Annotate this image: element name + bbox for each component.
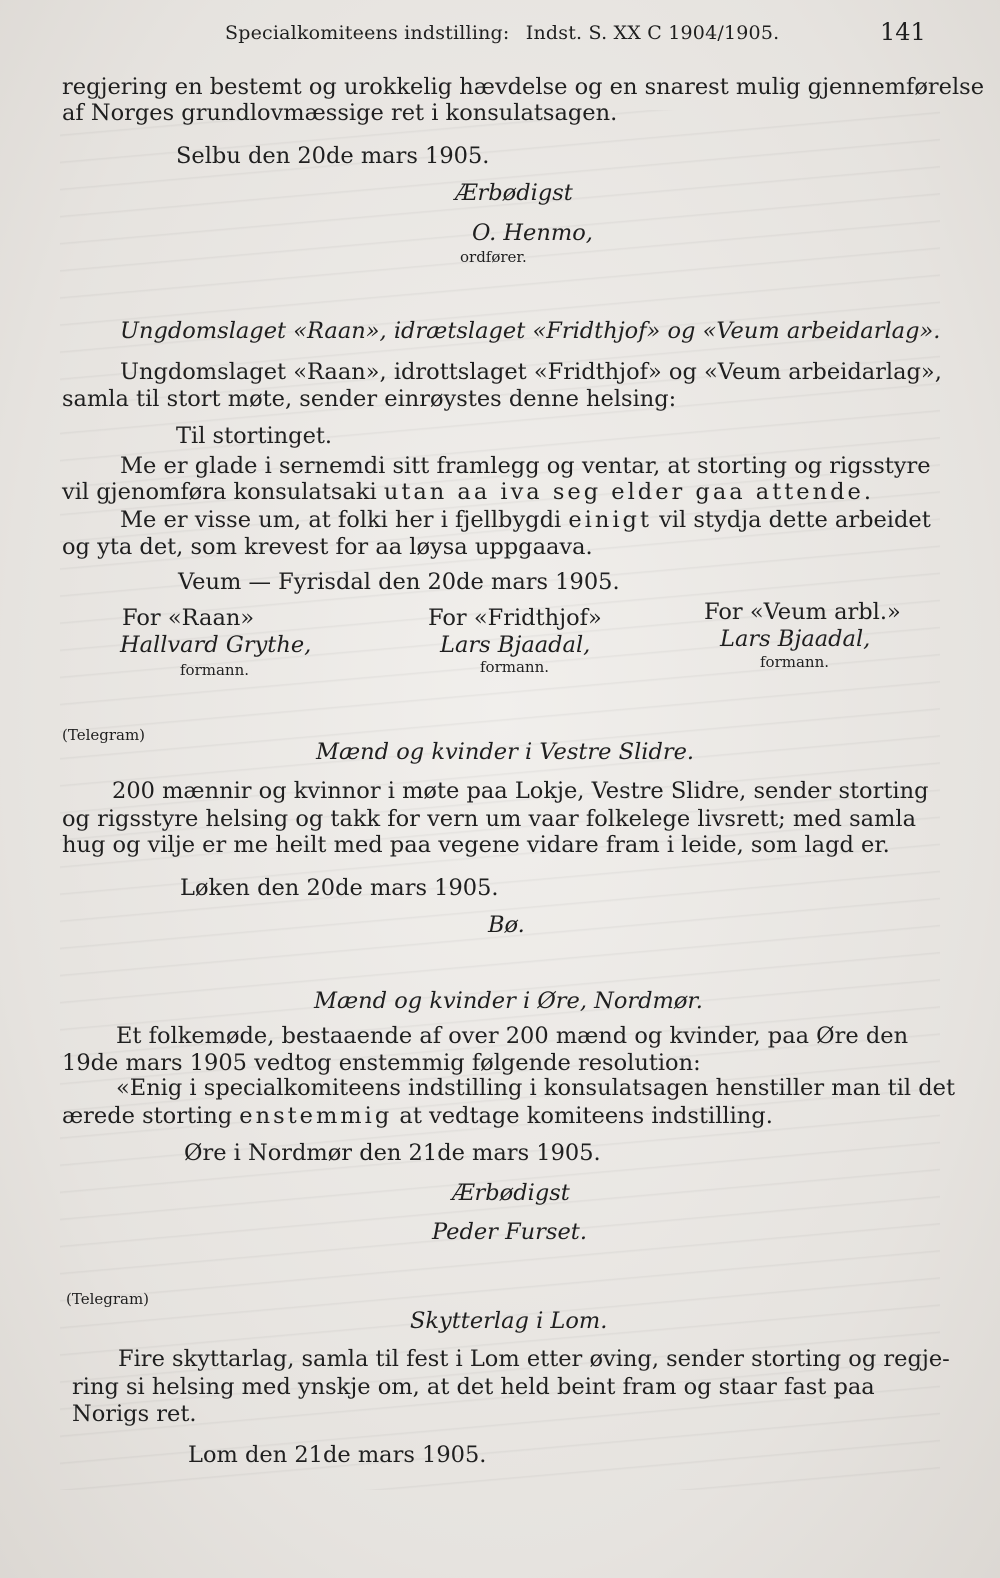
telegram-note: (Telegram) [66,1290,150,1308]
text-line: hug og vilje er me heilt med paa vegene vidare fram i leide, som lagd er. [62,832,890,858]
place-date: Lom den 21de mars 1905. [188,1442,487,1468]
signature-for: For «Veum arbl.» [704,599,901,625]
emphasis-spaced: enstemmig [239,1103,393,1129]
section-heading: Skytterlag i Lom. [410,1308,608,1334]
running-header [225,22,779,44]
closing: Ærbødigst [455,180,573,206]
text-line: af Norges grundlovmæssige ret i konsulatsagen. [62,100,618,126]
place-date: Øre i Nordmør den 21de mars 1905. [184,1140,601,1166]
signer-name: Bø. [488,912,525,938]
signature-name: Lars Bjaadal, [720,626,871,652]
text-line: ring si helsing med ynskje om, at det held beint fram og staar fast paa [72,1374,875,1400]
signer-name: O. Henmo, [472,220,593,246]
signer-name: Peder Furset. [432,1219,587,1245]
text-line: 19de mars 1905 vedtog enstemmig følgende resolution: [62,1050,701,1076]
text-line: og yta det, som krevest for aa løysa uppgaava. [62,534,593,560]
signature-for: For «Raan» [122,605,255,631]
page-number: 141 [880,18,926,46]
text-span: at vedtage komiteens indstilling. [392,1103,773,1129]
emphasis-spaced: utan aa iva seg elder gaa attende. [383,479,874,505]
telegram-note: (Telegram) [62,726,146,744]
text-line: og rigsstyre helsing og takk for vern um vaar folkelege livsrett; med samla [62,806,916,832]
text-span: Me er visse um, at folki her i fjellbygdi [120,507,569,533]
text-line: Ungdomslaget «Raan», idrottslaget «Fridthjof» og «Veum arbeidarlag», [120,359,942,385]
text-line: regjering en bestemt og urokkelig hævdelse og en snarest mulig gjennemførelse [62,74,985,100]
signature-for: For «Fridthjof» [428,605,602,631]
section-heading: Mænd og kvinder i Øre, Nordmør. [314,988,703,1014]
emphasis-spaced: einigt [568,507,652,533]
closing: Ærbødigst [452,1180,570,1206]
document-reference: Indst. S. XX C 1904/1905. [525,22,780,44]
text-line: samla til stort møte, sender einrøystes denne helsing: [62,386,677,412]
place-date: Løken den 20de mars 1905. [180,875,499,901]
signature-role: formann. [180,661,250,679]
text-line: Me er glade i sernemdi sitt framlegg og ventar, at storting og rigsstyre [120,453,931,479]
text-line: Et folkemøde, bestaaende af over 200 mænd og kvinder, paa Øre den [116,1023,909,1049]
signer-role: ordfører. [460,248,527,266]
running-title: Specialkomiteens indstilling: [225,22,510,44]
section-heading: Mænd og kvinder i Vestre Slidre. [316,739,695,765]
salutation: Til stortinget. [176,423,333,449]
place-date: Selbu den 20de mars 1905. [176,143,490,169]
text-span: vil gjenomføra konsulatsaki [62,479,384,505]
place-date: Veum — Fyrisdal den 20de mars 1905. [178,569,620,595]
text-line [120,509,931,532]
section-heading: Ungdomslaget «Raan», idrætslaget «Fridthjof» og «Veum arbeidarlag». [120,318,941,344]
text-span: ærede storting [62,1103,240,1129]
signature-role: formann. [760,653,830,671]
text-line: Fire skyttarlag, samla til fest i Lom etter øving, sender storting og regje- [118,1346,950,1372]
signature-name: Hallvard Grythe, [120,632,312,658]
signature-role: formann. [480,658,550,676]
text-line: 200 mænnir og kvinnor i møte paa Lokje, Vestre Slidre, sender storting [112,778,929,804]
signature-name: Lars Bjaadal, [440,632,591,658]
text-line: «Enig i specialkomiteens indstilling i konsulatsagen henstiller man til det [116,1075,956,1101]
text-line [62,1105,773,1128]
text-span: vil stydja dette arbeidet [652,507,931,533]
text-line: Norigs ret. [72,1401,197,1427]
text-line [62,481,874,504]
